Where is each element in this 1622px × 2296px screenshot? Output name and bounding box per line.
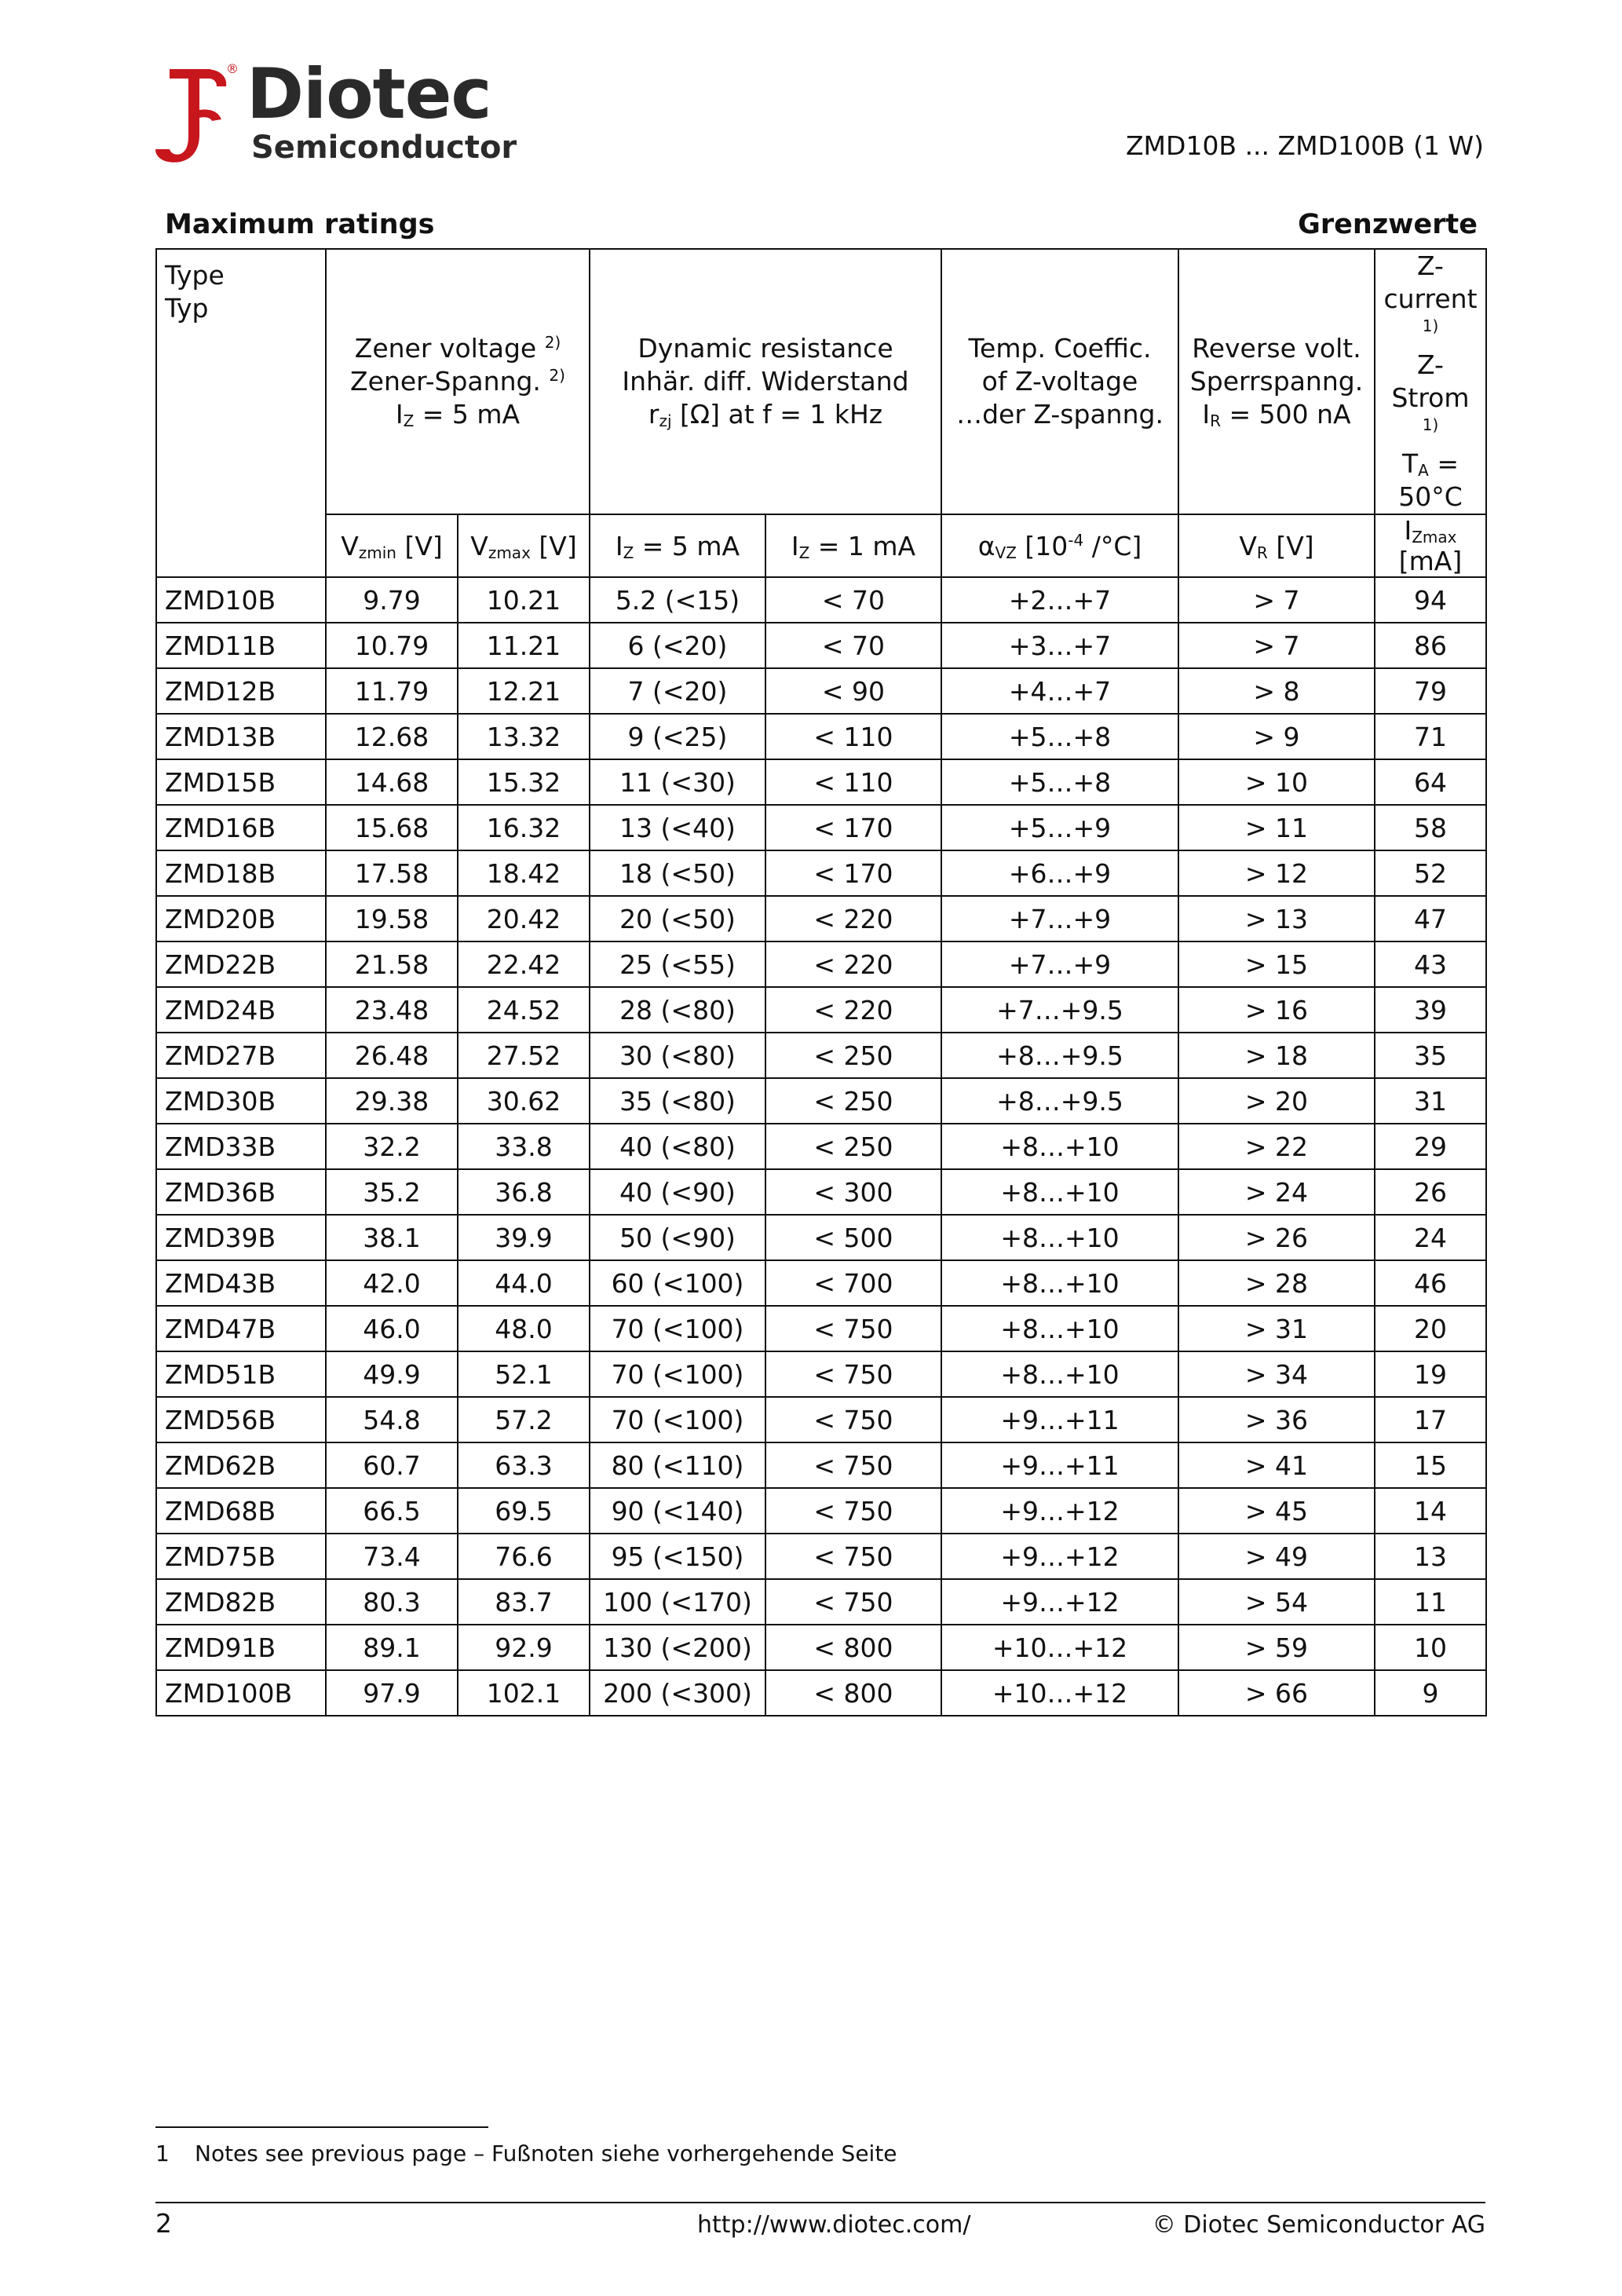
cell-alpha-vz: +7…+9 [941, 941, 1178, 987]
cell-rzj-1ma: < 750 [765, 1579, 941, 1625]
cell-izmax: 39 [1375, 987, 1486, 1033]
cell-vzmax: 48.0 [458, 1306, 590, 1351]
table-row [156, 1397, 1486, 1442]
document-title: ZMD10B ... ZMD100B (1 W) [1125, 130, 1484, 161]
cell-rzj-5ma: 70 (<100) [590, 1351, 765, 1397]
cell-izmax: 29 [1375, 1124, 1486, 1169]
cell-rzj-1ma: < 110 [765, 714, 941, 759]
cell-type: ZMD15B [156, 759, 326, 805]
cell-vzmax: 69.5 [458, 1488, 590, 1534]
cell-alpha-vz: +8…+10 [941, 1215, 1178, 1260]
footnote-number: 1 [155, 2141, 170, 2166]
cell-izmax: 47 [1375, 896, 1486, 941]
cell-vzmax: 83.7 [458, 1579, 590, 1625]
cell-rzj-5ma: 9 (<25) [590, 714, 765, 759]
cell-type: ZMD10B [156, 577, 326, 623]
cell-vr: > 59 [1178, 1625, 1375, 1670]
cell-vr: > 7 [1178, 577, 1375, 623]
cell-type: ZMD12B [156, 668, 326, 714]
cell-izmax: 71 [1375, 714, 1486, 759]
cell-rzj-1ma: < 500 [765, 1215, 941, 1260]
table-row [156, 714, 1486, 759]
header-type-en: Type [165, 260, 225, 291]
header-type-de: Typ [165, 293, 209, 324]
table-row [156, 1124, 1486, 1169]
cell-izmax: 17 [1375, 1397, 1486, 1442]
cell-alpha-vz: +9…+11 [941, 1442, 1178, 1488]
table-row [156, 1534, 1486, 1579]
table-row [156, 1488, 1486, 1534]
cell-alpha-vz: +8…+10 [941, 1351, 1178, 1397]
cell-vr: > 28 [1178, 1260, 1375, 1306]
section-title-de: Grenzwerte [1298, 209, 1478, 240]
cell-rzj-1ma: < 170 [765, 850, 941, 896]
table-row [156, 941, 1486, 987]
cell-vzmin: 38.1 [326, 1215, 458, 1260]
cell-type: ZMD13B [156, 714, 326, 759]
cell-vzmin: 32.2 [326, 1124, 458, 1169]
cell-vr: > 54 [1178, 1579, 1375, 1625]
cell-rzj-1ma: < 70 [765, 577, 941, 623]
cell-vr: > 13 [1178, 896, 1375, 941]
table-row [156, 896, 1486, 941]
subheader-iz-1ma: $I_Z = 1$ mA [765, 514, 941, 577]
subheader-vr: $V_R$ [V] [1178, 514, 1375, 577]
cell-rzj-1ma: < 220 [765, 941, 941, 987]
cell-vzmin: 14.68 [326, 759, 458, 805]
cell-izmax: 86 [1375, 623, 1486, 668]
table-row [156, 1215, 1486, 1260]
cell-alpha-vz: +8…+10 [941, 1306, 1178, 1351]
cell-vr: > 9 [1178, 714, 1375, 759]
cell-vzmax: 57.2 [458, 1397, 590, 1442]
cell-izmax: 43 [1375, 941, 1486, 987]
cell-rzj-5ma: 40 (<90) [590, 1169, 765, 1215]
cell-alpha-vz: +7…+9 [941, 896, 1178, 941]
cell-vzmax: 76.6 [458, 1534, 590, 1579]
subheader-izmax: $I_{Zmax}$ [mA] [1375, 514, 1486, 577]
table-row [156, 1169, 1486, 1215]
cell-rzj-5ma: 7 (<20) [590, 668, 765, 714]
cell-rzj-1ma: < 250 [765, 1078, 941, 1124]
cell-izmax: 58 [1375, 805, 1486, 850]
cell-vzmin: 9.79 [326, 577, 458, 623]
cell-alpha-vz: +10…+12 [941, 1625, 1178, 1670]
cell-rzj-1ma: < 300 [765, 1169, 941, 1215]
cell-rzj-1ma: < 70 [765, 623, 941, 668]
cell-vzmin: 60.7 [326, 1442, 458, 1488]
table-row [156, 1670, 1486, 1716]
cell-type: ZMD91B [156, 1625, 326, 1670]
cell-type: ZMD20B [156, 896, 326, 941]
header-reverse-voltage: Reverse volt. Sperrspanng. $I_R = 500$ nA [1178, 249, 1375, 514]
cell-vzmax: 16.32 [458, 805, 590, 850]
cell-vr: > 18 [1178, 1033, 1375, 1078]
cell-type: ZMD36B [156, 1169, 326, 1215]
header-row [156, 249, 1486, 514]
cell-rzj-1ma: < 750 [765, 1534, 941, 1579]
cell-alpha-vz: +5…+9 [941, 805, 1178, 850]
cell-type: ZMD30B [156, 1078, 326, 1124]
brand-subtitle: Semiconductor [251, 130, 517, 166]
header-z-current: Z-current $^{1)}$ Z-Strom $^{1)}$ $T_A = 50^\circ C$ [1375, 249, 1486, 514]
cell-vzmax: 39.9 [458, 1215, 590, 1260]
table-row [156, 1078, 1486, 1124]
cell-vzmax: 22.42 [458, 941, 590, 987]
cell-izmax: 46 [1375, 1260, 1486, 1306]
cell-izmax: 20 [1375, 1306, 1486, 1351]
cell-rzj-1ma: < 220 [765, 896, 941, 941]
cell-vzmin: 80.3 [326, 1579, 458, 1625]
cell-type: ZMD68B [156, 1488, 326, 1534]
cell-vzmin: 73.4 [326, 1534, 458, 1579]
cell-type: ZMD62B [156, 1442, 326, 1488]
cell-alpha-vz: +8…+10 [941, 1169, 1178, 1215]
cell-vzmin: 35.2 [326, 1169, 458, 1215]
cell-rzj-5ma: 28 (<80) [590, 987, 765, 1033]
cell-rzj-1ma: < 110 [765, 759, 941, 805]
cell-vr: > 20 [1178, 1078, 1375, 1124]
cell-izmax: 31 [1375, 1078, 1486, 1124]
cell-alpha-vz: +5…+8 [941, 759, 1178, 805]
cell-vr: > 41 [1178, 1442, 1375, 1488]
cell-vzmin: 21.58 [326, 941, 458, 987]
table-row [156, 1306, 1486, 1351]
subheader-iz-5ma: $I_Z = 5$ mA [590, 514, 765, 577]
cell-rzj-5ma: 13 (<40) [590, 805, 765, 850]
table-row [156, 1579, 1486, 1625]
cell-alpha-vz: +9…+12 [941, 1534, 1178, 1579]
cell-vr: > 12 [1178, 850, 1375, 896]
subheader-vzmax: $V_{zmax}$ [V] [458, 514, 590, 577]
cell-vzmax: 20.42 [458, 896, 590, 941]
footer-rule [155, 2202, 1485, 2203]
cell-vzmax: 12.21 [458, 668, 590, 714]
table-row [156, 1625, 1486, 1670]
cell-vzmin: 10.79 [326, 623, 458, 668]
diotec-logo-icon [154, 63, 232, 168]
cell-rzj-1ma: < 750 [765, 1351, 941, 1397]
cell-vzmin: 66.5 [326, 1488, 458, 1534]
cell-vzmin: 15.68 [326, 805, 458, 850]
cell-vzmin: 46.0 [326, 1306, 458, 1351]
cell-rzj-5ma: 30 (<80) [590, 1033, 765, 1078]
table-row [156, 1351, 1486, 1397]
cell-izmax: 24 [1375, 1215, 1486, 1260]
cell-type: ZMD33B [156, 1124, 326, 1169]
cell-vr: > 26 [1178, 1215, 1375, 1260]
website-url: http://www.diotec.com/ [697, 2211, 971, 2239]
cell-izmax: 26 [1375, 1169, 1486, 1215]
cell-vzmax: 24.52 [458, 987, 590, 1033]
cell-vr: > 11 [1178, 805, 1375, 850]
cell-alpha-vz: +8…+10 [941, 1260, 1178, 1306]
cell-vzmin: 89.1 [326, 1625, 458, 1670]
cell-type: ZMD22B [156, 941, 326, 987]
cell-izmax: 14 [1375, 1488, 1486, 1534]
cell-vzmin: 12.68 [326, 714, 458, 759]
cell-vzmin: 11.79 [326, 668, 458, 714]
cell-type: ZMD43B [156, 1260, 326, 1306]
diotec-logo [154, 53, 517, 170]
cell-alpha-vz: +2…+7 [941, 577, 1178, 623]
cell-rzj-1ma: < 250 [765, 1033, 941, 1078]
cell-rzj-5ma: 60 (<100) [590, 1260, 765, 1306]
cell-vr: > 49 [1178, 1534, 1375, 1579]
cell-type: ZMD27B [156, 1033, 326, 1078]
cell-izmax: 79 [1375, 668, 1486, 714]
cell-type: ZMD39B [156, 1215, 326, 1260]
table-row [156, 1442, 1486, 1488]
cell-izmax: 52 [1375, 850, 1486, 896]
cell-vzmin: 54.8 [326, 1397, 458, 1442]
cell-type: ZMD100B [156, 1670, 326, 1716]
cell-alpha-vz: +9…+12 [941, 1488, 1178, 1534]
cell-rzj-5ma: 70 (<100) [590, 1397, 765, 1442]
cell-rzj-5ma: 130 (<200) [590, 1625, 765, 1670]
cell-type: ZMD11B [156, 623, 326, 668]
cell-vzmax: 15.32 [458, 759, 590, 805]
cell-izmax: 19 [1375, 1351, 1486, 1397]
cell-rzj-1ma: < 170 [765, 805, 941, 850]
cell-type: ZMD18B [156, 850, 326, 896]
cell-izmax: 10 [1375, 1625, 1486, 1670]
cell-rzj-5ma: 20 (<50) [590, 896, 765, 941]
cell-izmax: 9 [1375, 1670, 1486, 1716]
cell-vzmax: 36.8 [458, 1169, 590, 1215]
cell-vr: > 66 [1178, 1670, 1375, 1716]
table-row [156, 668, 1486, 714]
cell-vr: > 36 [1178, 1397, 1375, 1442]
cell-vzmax: 52.1 [458, 1351, 590, 1397]
cell-rzj-1ma: < 800 [765, 1625, 941, 1670]
cell-type: ZMD82B [156, 1579, 326, 1625]
footnote-rule [155, 2126, 488, 2128]
cell-rzj-1ma: < 700 [765, 1260, 941, 1306]
cell-vzmin: 19.58 [326, 896, 458, 941]
cell-rzj-5ma: 80 (<110) [590, 1442, 765, 1488]
cell-vr: > 22 [1178, 1124, 1375, 1169]
cell-vzmax: 27.52 [458, 1033, 590, 1078]
cell-vzmax: 18.42 [458, 850, 590, 896]
cell-vzmin: 26.48 [326, 1033, 458, 1078]
cell-type: ZMD47B [156, 1306, 326, 1351]
cell-vzmax: 13.32 [458, 714, 590, 759]
cell-vzmin: 17.58 [326, 850, 458, 896]
cell-alpha-vz: +3…+7 [941, 623, 1178, 668]
cell-rzj-5ma: 6 (<20) [590, 623, 765, 668]
header-dynamic-resistance: Dynamic resistance Inhär. diff. Widerstand $r_{zj}$ [Ω] at f = 1 kHz [590, 249, 941, 514]
cell-rzj-1ma: < 220 [765, 987, 941, 1033]
cell-vzmax: 44.0 [458, 1260, 590, 1306]
cell-alpha-vz: +5…+8 [941, 714, 1178, 759]
table-row [156, 759, 1486, 805]
cell-vr: > 8 [1178, 668, 1375, 714]
cell-vr: > 16 [1178, 987, 1375, 1033]
cell-rzj-5ma: 18 (<50) [590, 850, 765, 896]
cell-vzmin: 49.9 [326, 1351, 458, 1397]
cell-type: ZMD51B [156, 1351, 326, 1397]
subheader-alpha-vz: $\alpha_{VZ}$ [$10^{-4}$ /°C] [941, 514, 1178, 577]
ratings-table [155, 248, 1487, 1717]
section-title-en: Maximum ratings [165, 209, 435, 240]
cell-rzj-5ma: 11 (<30) [590, 759, 765, 805]
cell-vzmax: 102.1 [458, 1670, 590, 1716]
cell-alpha-vz: +10…+12 [941, 1670, 1178, 1716]
cell-izmax: 64 [1375, 759, 1486, 805]
copyright-notice: © Diotec Semiconductor AG [1152, 2211, 1485, 2239]
cell-rzj-5ma: 25 (<55) [590, 941, 765, 987]
table-row [156, 850, 1486, 896]
cell-vzmax: 30.62 [458, 1078, 590, 1124]
cell-rzj-1ma: < 250 [765, 1124, 941, 1169]
cell-alpha-vz: +8…+9.5 [941, 1078, 1178, 1124]
cell-alpha-vz: +9…+12 [941, 1579, 1178, 1625]
cell-rzj-1ma: < 750 [765, 1306, 941, 1351]
cell-izmax: 15 [1375, 1442, 1486, 1488]
cell-rzj-1ma: < 750 [765, 1488, 941, 1534]
cell-vzmax: 63.3 [458, 1442, 590, 1488]
subheader-row [156, 514, 1486, 577]
cell-vzmin: 29.38 [326, 1078, 458, 1124]
cell-izmax: 35 [1375, 1033, 1486, 1078]
cell-rzj-5ma: 200 (<300) [590, 1670, 765, 1716]
cell-vzmax: 10.21 [458, 577, 590, 623]
cell-vr: > 15 [1178, 941, 1375, 987]
ratings-table-body [156, 577, 1486, 1716]
header-temp-coefficient: Temp. Coeffic. of Z-voltage …der Z-spanng. [941, 249, 1178, 514]
cell-rzj-5ma: 90 (<140) [590, 1488, 765, 1534]
cell-type: ZMD75B [156, 1534, 326, 1579]
cell-vzmax: 11.21 [458, 623, 590, 668]
cell-vr: > 7 [1178, 623, 1375, 668]
cell-type: ZMD24B [156, 987, 326, 1033]
table-row [156, 1033, 1486, 1078]
cell-alpha-vz: +7…+9.5 [941, 987, 1178, 1033]
cell-izmax: 13 [1375, 1534, 1486, 1579]
brand-name: Diotec [247, 53, 491, 134]
cell-rzj-1ma: < 90 [765, 668, 941, 714]
cell-alpha-vz: +9…+11 [941, 1397, 1178, 1442]
cell-izmax: 11 [1375, 1579, 1486, 1625]
table-row [156, 987, 1486, 1033]
cell-vr: > 45 [1178, 1488, 1375, 1534]
cell-rzj-1ma: < 750 [765, 1442, 941, 1488]
cell-alpha-vz: +8…+9.5 [941, 1033, 1178, 1078]
cell-alpha-vz: +4…+7 [941, 668, 1178, 714]
cell-rzj-5ma: 95 (<150) [590, 1534, 765, 1579]
cell-alpha-vz: +6…+9 [941, 850, 1178, 896]
header-type [156, 249, 326, 577]
cell-type: ZMD16B [156, 805, 326, 850]
cell-vr: > 34 [1178, 1351, 1375, 1397]
cell-vzmax: 92.9 [458, 1625, 590, 1670]
table-row [156, 805, 1486, 850]
footnote-text: Notes see previous page – Fußnoten siehe vorhergehende Seite [195, 2141, 897, 2166]
cell-vr: > 31 [1178, 1306, 1375, 1351]
subheader-vzmin: $V_{zmin}$ [V] [326, 514, 458, 577]
cell-vzmin: 23.48 [326, 987, 458, 1033]
table-row [156, 1260, 1486, 1306]
cell-vzmin: 42.0 [326, 1260, 458, 1306]
table-row [156, 577, 1486, 623]
cell-vr: > 24 [1178, 1169, 1375, 1215]
header-zener-voltage: Zener voltage $^{2)}$ Zener-Spanng. $^{2)}$ $I_Z = 5$ mA [326, 249, 590, 514]
cell-type: ZMD56B [156, 1397, 326, 1442]
table-row [156, 623, 1486, 668]
cell-rzj-5ma: 35 (<80) [590, 1078, 765, 1124]
cell-izmax: 94 [1375, 577, 1486, 623]
registered-mark: ® [226, 61, 239, 76]
cell-rzj-1ma: < 750 [765, 1397, 941, 1442]
cell-rzj-5ma: 70 (<100) [590, 1306, 765, 1351]
cell-vr: > 10 [1178, 759, 1375, 805]
cell-vzmax: 33.8 [458, 1124, 590, 1169]
cell-rzj-5ma: 5.2 (<15) [590, 577, 765, 623]
cell-rzj-1ma: < 800 [765, 1670, 941, 1716]
cell-rzj-5ma: 50 (<90) [590, 1215, 765, 1260]
cell-alpha-vz: +8…+10 [941, 1124, 1178, 1169]
cell-rzj-5ma: 40 (<80) [590, 1124, 765, 1169]
cell-rzj-5ma: 100 (<170) [590, 1579, 765, 1625]
cell-vzmin: 97.9 [326, 1670, 458, 1716]
page-number: 2 [155, 2208, 172, 2239]
